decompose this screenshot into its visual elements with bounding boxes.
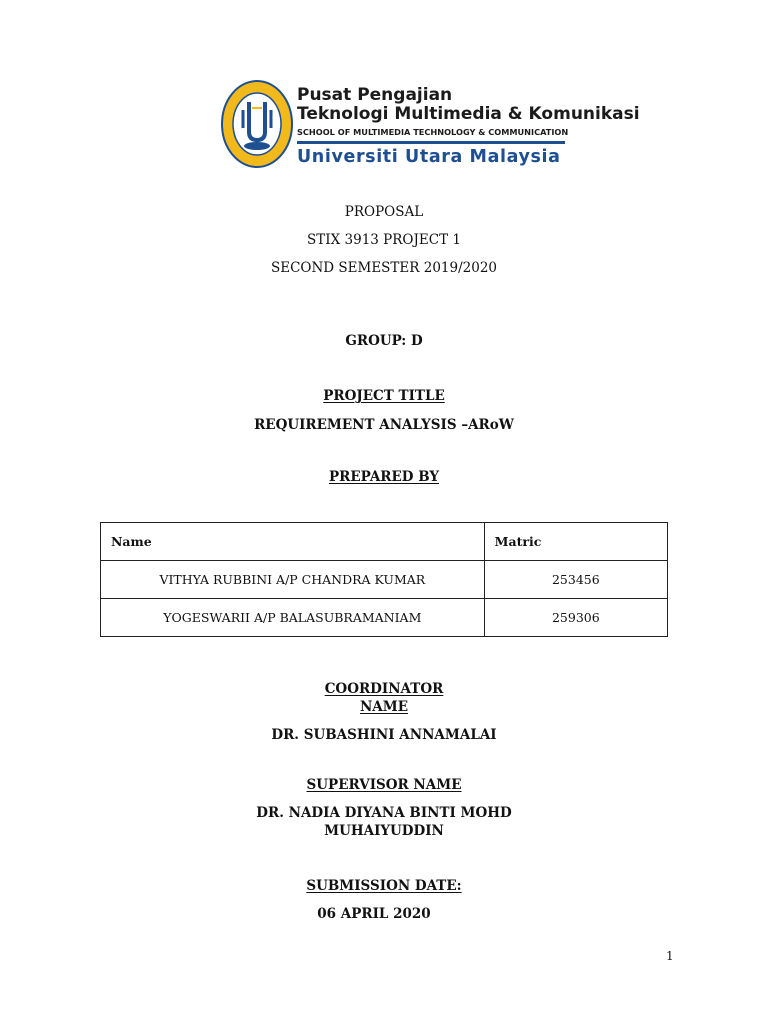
student-name: VITHYA RUBBINI A/P CHANDRA KUMAR [101,561,485,599]
project-title-label: PROJECT TITLE [323,388,445,404]
submission-date-label: SUBMISSION DATE: [306,878,462,894]
doc-type: PROPOSAL [344,204,424,220]
logo-school-english: SCHOOL OF MULTIMEDIA TECHNOLOGY & COMMUNICATION [297,127,569,137]
logo-school-line1: Pusat Pengajian [297,85,453,105]
logo-school-line2: Teknologi Multimedia & Komunikasi [297,104,640,124]
table-row [101,561,668,599]
supervisor-name-line2: MUHAIYUDDIN [324,823,444,839]
table-row [101,599,668,637]
column-header-name: Name [101,523,485,561]
prepared-by-label: PREPARED BY [328,469,440,485]
university-logo [221,80,640,170]
students-table [100,522,668,637]
logo-text-block [297,85,640,167]
course-code: STIX 3913 PROJECT 1 [307,232,461,248]
logo-university-name: Universiti Utara Malaysia [297,147,561,167]
page-number: 1 [666,949,674,963]
student-name: YOGESWARII A/P BALASUBRAMANIAM [101,599,485,637]
student-matric: 259306 [484,599,667,637]
supervisor-label: SUPERVISOR NAME [306,777,462,793]
table-header-row [101,523,668,561]
project-title: REQUIREMENT ANALYSIS –ARoW [254,417,514,433]
coordinator-label-line2: NAME [359,699,409,715]
column-header-matric: Matric [484,523,667,561]
supervisor-name-line1: DR. NADIA DIYANA BINTI MOHD [256,805,512,821]
logo-divider [297,141,565,144]
uum-seal-icon [221,80,293,168]
semester: SECOND SEMESTER 2019/2020 [270,260,498,276]
coordinator-name: DR. SUBASHINI ANNAMALAI [271,727,497,743]
coordinator-label-line1: COORDINATOR [324,681,444,697]
student-matric: 253456 [484,561,667,599]
group-label: GROUP: D [345,333,423,349]
submission-date: 06 APRIL 2020 [317,906,431,922]
